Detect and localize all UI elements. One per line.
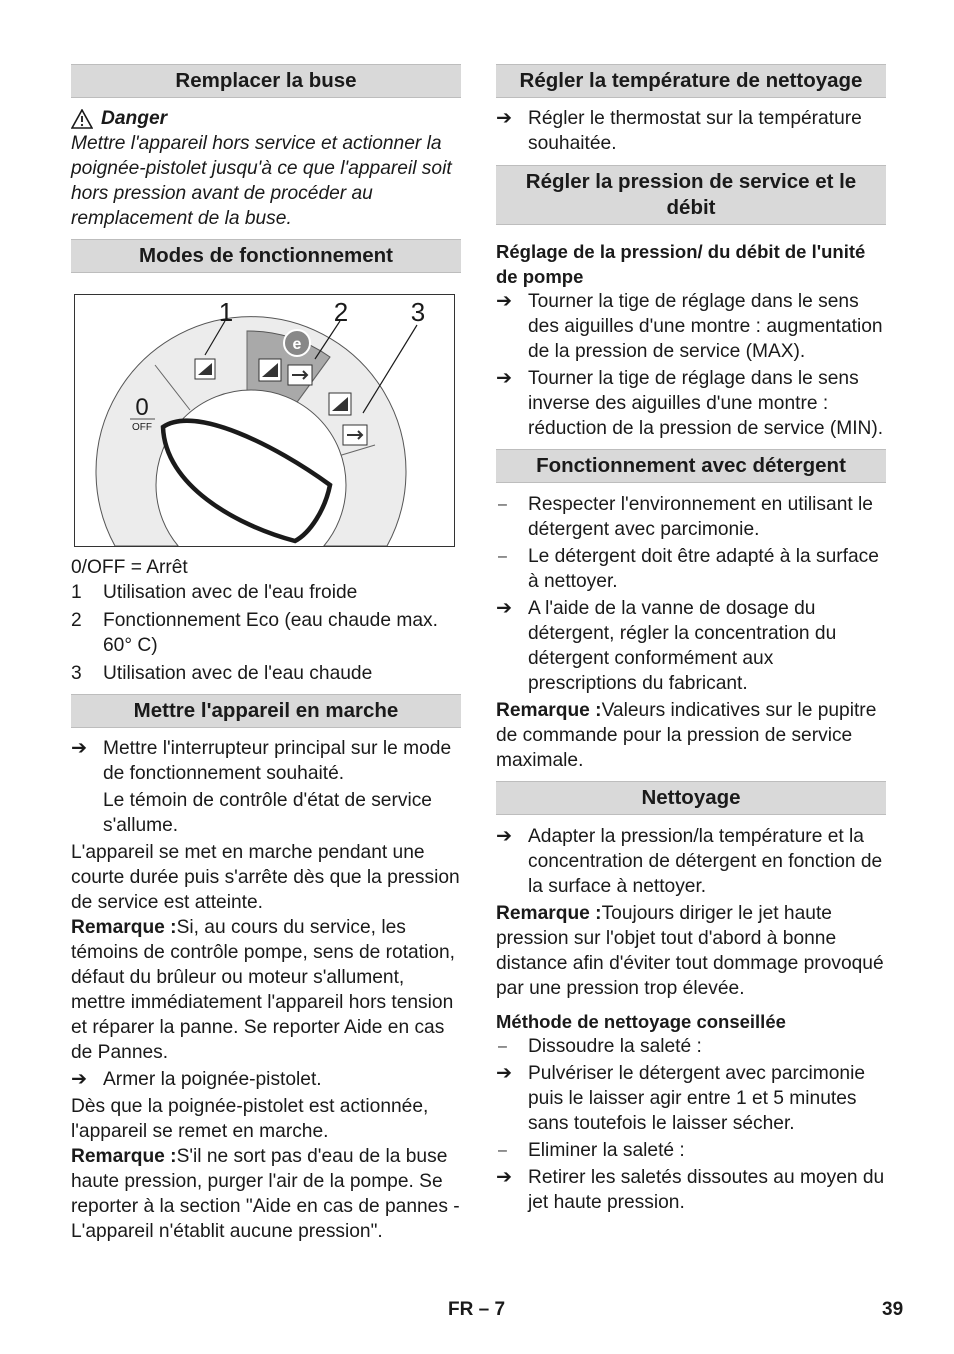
heading-pression: Régler la pression de service et le débit: [496, 165, 886, 225]
dash-dissoudre: – Dissoudre la saleté :: [498, 1036, 702, 1057]
heading-mettre-en-marche: Mettre l'appareil en marche: [71, 694, 461, 728]
arrow-icon: ➔: [496, 598, 513, 619]
heading-detergent: Fonctionnement avec détergent: [496, 449, 886, 483]
arrow-icon: ➔: [496, 291, 513, 312]
footer-page-number: 39: [882, 1299, 904, 1320]
arrow-icon: ➔: [496, 368, 513, 389]
step-adapter: ➔ Adapter la pression/la température et la concentration de détergent en fonction de la surface à nettoyer.: [496, 826, 883, 897]
legend-text: Utilisation avec de l'eau chaude: [103, 663, 373, 684]
arrow-icon: ➔: [496, 1063, 513, 1084]
heading-temperature: Régler la température de nettoyage: [496, 64, 886, 98]
remark-valeurs: Remarque :Valeurs indicatives sur le pupitre de commande pour la pression de service maximale.: [496, 700, 877, 771]
legend-key: 1: [71, 582, 82, 603]
para-remise-en-marche: Dès que la poignée-pistolet est actionnée, l'appareil se remet en marche.: [71, 1096, 429, 1142]
danger-label: Danger: [101, 108, 168, 129]
danger-text: Mettre l'appareil hors service et actionner la poignée-pistolet jusqu'à ce que l'appareil soit hors pression avant de procéder au remplacement de la buse.: [71, 133, 452, 229]
legend-text: Fonctionnement Eco (eau chaude max. 60° C): [103, 610, 438, 656]
label-1: 1: [218, 297, 234, 327]
label-3: 3: [410, 297, 426, 327]
legend-list: [71, 555, 461, 686]
remark-purger: Remarque :S'il ne sort pas d'eau de la buse haute pression, purger l'air de la pompe. Se reporter à la section "Aide en cas de pannes - L'appareil n'établit aucune pression".: [71, 1146, 460, 1242]
step-note: Le témoin de contrôle d'état de service s'allume.: [103, 790, 432, 836]
cold-water-icon: [195, 359, 215, 379]
label-2: 2: [333, 297, 349, 327]
subheading-methode: Méthode de nettoyage conseillée: [496, 1011, 786, 1032]
label-off: OFF: [132, 422, 152, 433]
arrow-icon: ➔: [496, 108, 513, 129]
arrow-icon: ➔: [71, 738, 88, 759]
eco-badge-icon: [284, 330, 310, 356]
dash-eliminer: – Eliminer la saleté :: [498, 1140, 685, 1161]
legend-key: 2: [71, 610, 82, 631]
para-mise-en-marche: L'appareil se met en marche pendant une courte durée puis s'arrête dès que la pression de service est atteinte.: [71, 842, 460, 913]
legend-key: 0/OFF =: [71, 557, 142, 578]
legend-item-1: [71, 580, 461, 605]
dash-marker: –: [498, 1142, 507, 1159]
remark-jet: Remarque :Toujours diriger le jet haute pression sur l'objet tout d'abord à bonne distance afin d'éviter tout dommage provoqué par une pression trop élevée.: [496, 903, 884, 999]
right-column: [496, 64, 886, 1215]
mode-selector-figure: [74, 294, 455, 547]
dash-marker: –: [498, 548, 507, 565]
arrow-icon: ➔: [496, 826, 513, 847]
left-column: [71, 64, 461, 1244]
step-armer: ➔ Armer la poignée-pistolet.: [71, 1069, 322, 1090]
legend-text: Arrêt: [146, 557, 188, 578]
eco-label: e: [292, 336, 302, 353]
legend-item-3: [71, 661, 461, 686]
step-vanne: ➔ A l'aide de la vanne de dosage du détergent, régler la concentration du détergent conformément aux prescriptions du fabricant.: [496, 598, 837, 694]
dash-marker: –: [498, 1038, 507, 1055]
subheading-reglage: Réglage de la pression/ du débit de l'unité de pompe: [496, 241, 866, 287]
heading-nettoyage: Nettoyage: [496, 781, 886, 815]
step-mettre-interrupteur: ➔ Mettre l'interrupteur principal sur le mode de fonctionnement souhaité.: [71, 738, 452, 784]
arrow-icon: ➔: [71, 1069, 88, 1090]
heading-modes: Modes de fonctionnement: [71, 239, 461, 273]
arrow-icon: ➔: [496, 1167, 513, 1188]
heading-remplacer-buse: Remplacer la buse: [71, 64, 461, 98]
step-retirer: ➔ Retirer les saletés dissoutes au moyen du jet haute pression.: [496, 1167, 885, 1213]
label-0: 0: [135, 394, 149, 421]
dash-marker: –: [498, 496, 507, 513]
legend-item-off: [71, 555, 461, 580]
step-press-plus: ➔ Tourner la tige de réglage dans le sens des aiguilles d'une montre : augmentation de la pression de service (MAX).: [496, 291, 883, 362]
legend-text: Utilisation avec de l'eau froide: [103, 582, 358, 603]
dash-adapte: – Le détergent doit être adapté à la surface à nettoyer.: [498, 546, 879, 592]
legend-key: 3: [71, 663, 82, 684]
legend-item-2: [71, 608, 461, 658]
step-pulveriser: ➔ Pulvériser le détergent avec parcimonie puis le laisser agir entre 1 et 5 minutes sans toutefois le laisser sécher.: [496, 1063, 866, 1134]
step-thermostat: ➔ Régler le thermostat sur la température souhaitée.: [496, 108, 862, 154]
mode-selector-diagram: [75, 295, 454, 546]
step-press-minus: ➔ Tourner la tige de réglage dans le sens inverse des aiguilles d'une montre : réduction de la pression de service (MIN).: [496, 368, 884, 439]
warning-triangle-icon: [71, 109, 93, 129]
dash-environnement: – Respecter l'environnement en utilisant le détergent avec parcimonie.: [498, 494, 873, 540]
danger-heading: [71, 106, 461, 131]
footer-section: FR – 7: [448, 1299, 506, 1320]
remark-temoins: Remarque :Si, au cours du service, les témoins de contrôle pompe, sens de rotation, défaut du brûleur ou moteur s'allument, mettre immédiatement l'appareil hors tension et réparer la panne. Se reporter Aide en cas de Pannes.: [71, 917, 455, 1063]
